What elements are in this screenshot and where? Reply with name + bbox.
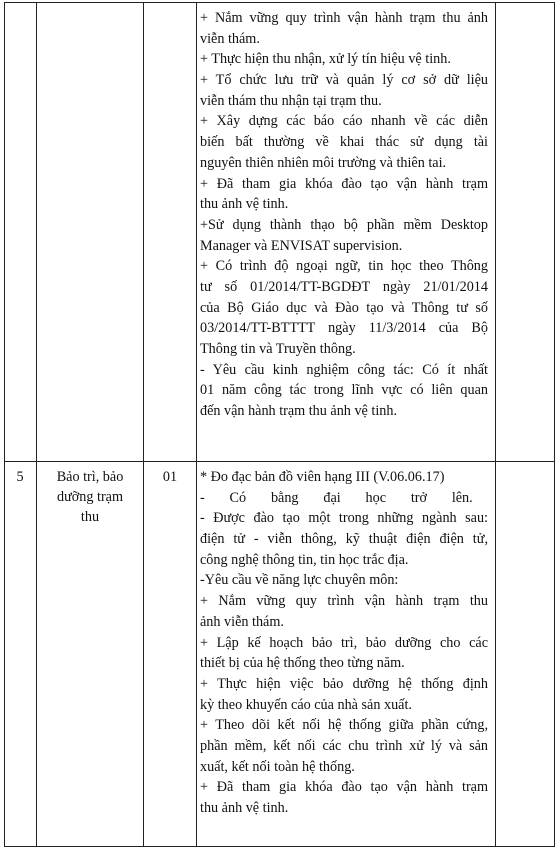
requirement-line: nguyên thiên nhiên môi trường và thiên tai. <box>200 154 447 171</box>
position-line: Bảo trì, bảo <box>56 469 124 485</box>
requirement-line: - Được đào tạo một trong những ngành sau: <box>200 510 488 527</box>
requirements-cell-prev <box>200 8 488 422</box>
requirement-line: + Đã tham gia khóa đào tạo vận hành trạm <box>200 779 488 796</box>
requirement-line: kỳ theo khuyến cáo của nhà sản xuất. <box>200 696 412 713</box>
requirement-line: - Có bằng đại học trở lên. <box>200 489 473 506</box>
column-border <box>196 2 197 847</box>
position-line: dưỡng trạm <box>56 489 124 505</box>
requirement-line: của Bộ Giáo dục và Đào tạo và Thông tư số <box>200 299 488 316</box>
requirements-cell-row5 <box>200 467 488 819</box>
requirement-line: đến vận hành trạm thu ảnh vệ tinh. <box>200 403 397 420</box>
requirement-line: phần mềm, kết nối các chu trình xử lý và sản <box>200 737 488 754</box>
requirement-line: + Có trình độ ngoại ngữ, tin học theo Thông <box>200 258 488 275</box>
requirement-line: xuất, kết nối toàn hệ thống. <box>200 758 355 775</box>
column-border <box>554 2 555 847</box>
requirement-line: điện tử - viễn thông, kỹ thuật điện điện tử, <box>200 531 488 548</box>
requirement-line: Manager và ENVISAT supervision. <box>200 237 403 254</box>
requirement-line: +Sử dụng thành thạo bộ phần mềm Desktop <box>200 216 488 233</box>
position-name <box>37 467 143 527</box>
requirement-line: viễn thám. <box>200 30 260 47</box>
requirement-line: 01 năm công tác trong lĩnh vực có liên quan <box>200 382 488 399</box>
requirement-line: + Xây dựng các báo cáo nhanh về các diễn <box>200 113 488 130</box>
quantity: 01 <box>162 469 178 485</box>
table-top-border <box>4 2 555 3</box>
row-number: 5 <box>16 469 24 485</box>
requirement-line: + Đã tham gia khóa đào tạo vận hành trạm <box>200 175 488 192</box>
column-border <box>36 2 37 847</box>
requirement-line: -Yêu cầu về năng lực chuyên môn: <box>200 572 399 589</box>
requirement-line: tư số 01/2014/TT-BGDĐT ngày 21/01/2014 <box>200 278 488 295</box>
requirement-line: + Nắm vững quy trình vận hành trạm thu <box>200 593 488 610</box>
column-border <box>4 2 5 847</box>
column-border <box>143 2 144 847</box>
row-divider <box>4 461 555 462</box>
column-border <box>495 2 496 847</box>
requirement-line: + Tổ chức lưu trữ và quản lý cơ sở dữ liệu <box>200 72 488 89</box>
table-bottom-border <box>4 846 555 847</box>
requirement-line: + Theo dõi kết nối hệ thống giữa phần cứng, <box>200 717 488 734</box>
requirement-line: thu ảnh vệ tinh. <box>200 196 289 213</box>
requirement-line: ảnh viễn thám. <box>200 613 284 630</box>
requirement-line: + Thực hiện thu nhận, xử lý tín hiệu vệ tinh. <box>200 51 451 68</box>
requirement-line: công nghệ thông tin, tin học trắc địa. <box>200 551 409 568</box>
requirement-line: viễn thám thu nhận tại trạm thu. <box>200 92 382 109</box>
requirement-line: * Đo đạc bản đồ viên hạng III (V.06.06.17) <box>200 469 445 485</box>
requirement-line: Thông tin và Truyền thông. <box>200 341 356 357</box>
position-line: thu <box>80 509 100 525</box>
requirement-line: biến bất thường về khai thác sử dụng tài <box>200 134 488 151</box>
requirement-line: + Thực hiện việc bảo dưỡng hệ thống định <box>200 675 488 692</box>
requirement-line: thiết bị của hệ thống theo từng năm. <box>200 655 405 672</box>
requirement-line: + Nắm vững quy trình vận hành trạm thu ảnh <box>200 10 488 26</box>
requirement-line: - Yêu cầu kinh nghiệm công tác: Có ít nhất <box>200 361 488 378</box>
requirement-line: + Lập kế hoạch bảo trì, bảo dưỡng cho các <box>200 634 488 651</box>
requirement-line: 03/2014/TT-BTTTT ngày 11/3/2014 của Bộ <box>200 320 488 337</box>
requirement-line: thu ảnh vệ tinh. <box>200 800 289 816</box>
